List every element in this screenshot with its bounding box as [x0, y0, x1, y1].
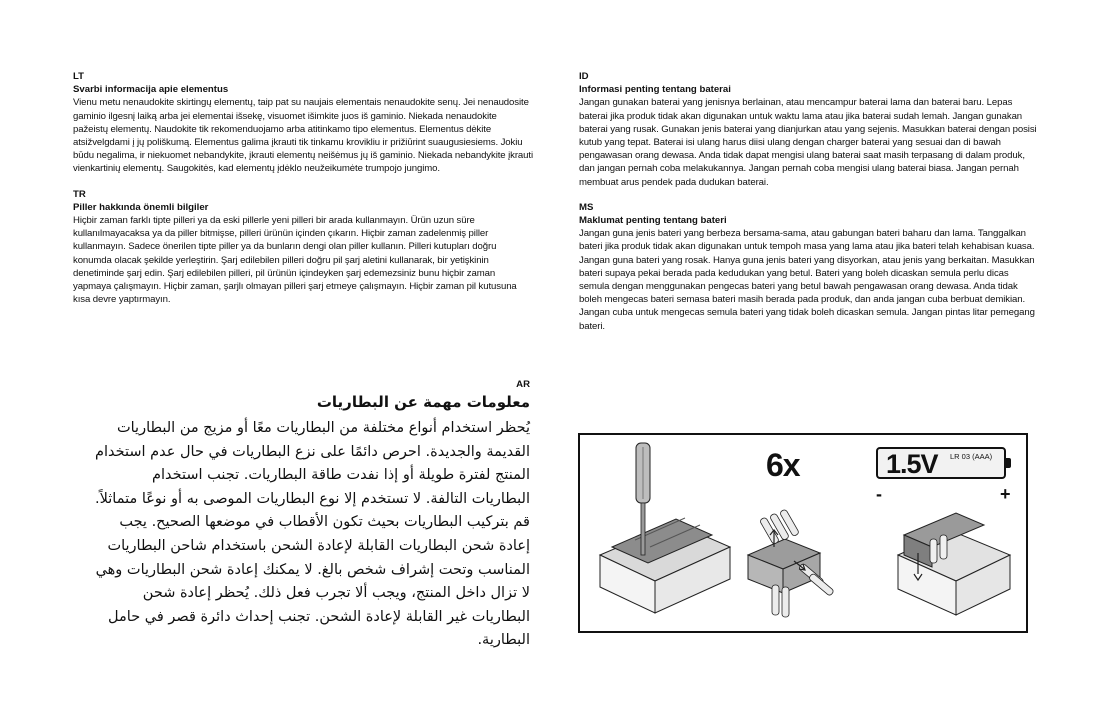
section-tr [73, 188, 533, 307]
section-body: Vienu metu nenaudokite skirtingų elementų, taip pat su naujais elementais nenaudokite senų. Jei nenaudosite gaminio ilgesnį laiką arba jei elementai išsekę, visuomet išimkite juos iš gaminio. Niekada nenaudokite pažeistų elementų. Naudokite tik rekomenduojamo arba atitinkamo tipo elementus. Elementus dėkite atsižvelgdami į jų poliškumą. Elementus galima įkrauti tik tinkamu krovikliu ir prižiūrint suaugusiesiems. Jokiu būdu negalima, ir niekuomet nebandykite, įkrauti elementų neišėmus jų iš gaminio. Niekada nebandykite įkrauti vienkartinių elementų. Saugokitės, kad elementų įdėklo neužeikumėte trumpojo jungimo. [73, 97, 533, 175]
language-code: LT [73, 71, 85, 82]
right-column [579, 70, 1039, 345]
section-heading: معلومات مهمة عن البطاريات [316, 393, 530, 411]
negative-polarity-sign: - [876, 484, 882, 504]
section-heading: Informasi penting tentang baterai [579, 84, 731, 96]
battery-swap-step [748, 509, 834, 617]
section-ms [579, 201, 1039, 333]
section-body: يُحظر استخدام أنواع مختلفة من البطاريات معًا أو مزيج من البطاريات القديمة والجديدة. احرص دائمًا على نزع البطاريات في حال عدم استخدام المنتج لفترة طويلة أو إذا نفدت طاقة البطاريات. تجنب استخدام البطاريات التالفة. لا تستخدم إلا نوع البطاريات الموصى به أو نوعًا متماثلاً. قم بتركيب البطاريات بحيث تكون الأقطاب في موضعها الصحيح. يجب إعادة شحن البطاريات القابلة لإعادة الشحن باستخدام شاحن البطاريات المناسب وتحت إشراف شخص بالغ. لا يمكنك إعادة شحن البطاريات وهي لا تزال داخل المنتج، ويجب ألا تجرب فعل ذلك. يُحظر إعادة شحن البطاريات غير القابلة لإعادة الشحن. تجنب إحداث دائرة قصر في حامل البطارية. [95, 420, 530, 649]
battery-installation-figure [578, 433, 1028, 633]
section-heading: Piller hakkında önemli bilgiler [73, 201, 209, 213]
left-column [73, 70, 533, 318]
language-code: ID [579, 71, 589, 82]
language-code: MS [579, 201, 594, 213]
screwdriver-step [600, 443, 730, 613]
battery-graphic [876, 447, 1006, 479]
section-ar [92, 378, 530, 653]
battery-terminal-icon [1006, 458, 1011, 468]
section-heading: Svarbi informacija apie elementus [73, 84, 229, 96]
section-id [579, 70, 1039, 189]
positive-polarity-sign: + [1000, 484, 1011, 504]
section-body: Jangan guna jenis bateri yang berbeza bersama-sama, atau gabungan bateri baharu dan lama. Tanggalkan bateri jika produk tidak akan digunakan untuk tempoh masa yang lama atau jika bateri telah kehabisan kuasa. Jangan guna bateri yang rosak. Hanya guna jenis bateri yang disyorkan, atau jenis yang berkaitan. Masukkan bateri supaya pekai berada pada kedudukan yang betul. Bateri yang boleh dicaskan semula perlu dicas semula dengan menggunakan pengecas bateri yang betul bawah pengawasan orang dewasa. Anda tidak boleh mengecas bateri semasa bateri masih berada pada produk, dan anda jangan cuba berbuat demikian. Jangan cuba untuk mengecas semula bateri yang tidak boleh dicaskan semula. Jangan pintas litar pemegang bateri. [579, 228, 1035, 332]
language-code: TR [73, 188, 86, 200]
language-code: AR [516, 379, 530, 390]
section-body: Jangan gunakan baterai yang jenisnya berlainan, atau mencampur baterai lama dan baterai baru. Lepas baterai jika produk tidak akan digunakan untuk waktu lama atau jika baterai sudah lemah. Jangan gunakan baterai yang rusak. Gunakan jenis baterai yang dianjurkan atau yang sejenis. Masukkan baterai dengan posisi kutub yang tepat. Baterai isi ulang harus diisi ulang dengan charger baterai yang sesuai dan di bawah pengawasan orang dewasa. Anda tidak dapat mengisi ulang baterai saat masih terpasang di dalam produk, dan jangan pernah coba melakukannya. Jangan pernah coba mengisi ulang baterai biasa. Jangan pernah membuat arus pendek pada dudukan baterai. [579, 97, 1037, 188]
battery-count-label: 6x [766, 447, 800, 483]
battery-voltage: 1.5V [886, 449, 938, 479]
battery-type-label: LR 03 (AAA) [950, 452, 993, 461]
section-lt [73, 70, 533, 176]
section-heading: Maklumat penting tentang bateri [579, 215, 727, 227]
section-body: Hiçbir zaman farklı tipte pilleri ya da eski pillerle yeni pilleri bir arada kullanmayın. Ürün uzun süre kullanılmayacaksa ya da piller bitmişse, pilleri ürünün içinden çıkarın. Hiçbir zaman zadelenmiş piller kullanmayın. Sadece önerilen tipte piller ya da bunların dengi olan piller kullanın. Pilleri kutupları doğru konumda olacak şekilde yerleştirin. Şarj edilebilen pilleri doğru pil şarj aletini kullanarak, bir yetişkinin denetiminde şarj edin. Şarj edilebilen pilleri, pil ürünün içindeyken şarj edemezsiniz bunu hiçbir zaman yapmaya çalışmayın. Hiçbir zaman, şarjlı olmayan pilleri şarj etmeye çalışmayın. Hiçbir zaman pil kutusuna kısa devre yaptırmayın. [73, 215, 517, 306]
close-lid-step [898, 513, 1010, 615]
